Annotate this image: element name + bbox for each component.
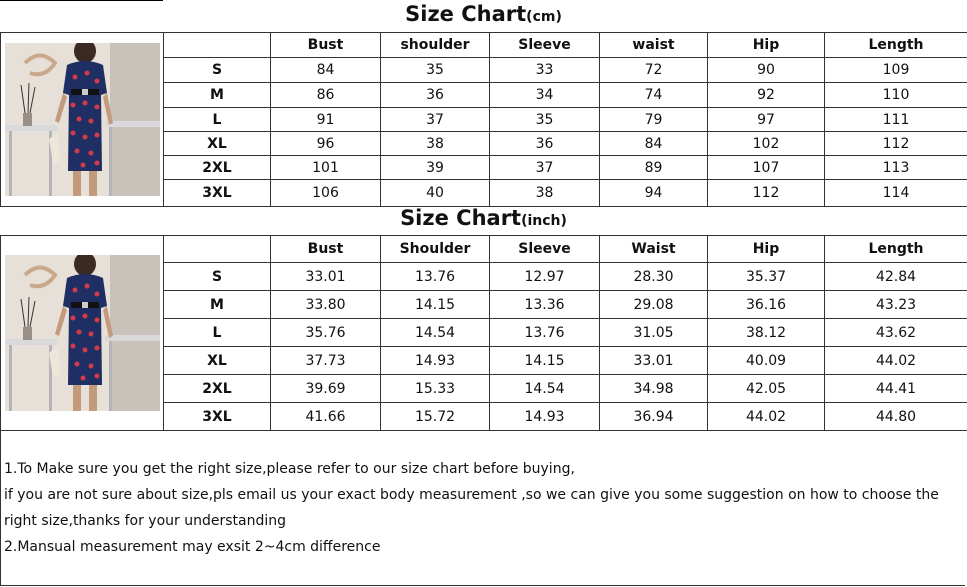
cell-shoulder: 14.54 (381, 319, 490, 347)
cell-length: 44.02 (825, 347, 967, 375)
cell-waist: 79 (600, 108, 708, 132)
header-shoulder: shoulder (381, 33, 490, 58)
size-label: 3XL (164, 180, 271, 207)
cell-waist: 31.05 (600, 319, 708, 347)
size-label: 2XL (164, 156, 271, 180)
cell-shoulder: 35 (381, 58, 490, 83)
dress-model-image (5, 255, 160, 411)
chart-title: Size Chart (405, 2, 527, 26)
cell-hip: 42.05 (708, 375, 825, 403)
cell-bust: 96 (271, 132, 381, 156)
cell-bust: 86 (271, 83, 381, 108)
cell-sleeve: 13.76 (490, 319, 600, 347)
cell-hip: 107 (708, 156, 825, 180)
cell-length: 42.84 (825, 263, 967, 291)
size-label: M (164, 83, 271, 108)
size-chart-inch (0, 235, 967, 431)
cell-hip: 90 (708, 58, 825, 83)
cell-waist: 89 (600, 156, 708, 180)
cell-shoulder: 14.93 (381, 347, 490, 375)
cell-hip: 40.09 (708, 347, 825, 375)
header-sleeve: Sleeve (490, 236, 600, 263)
cell-length: 43.62 (825, 319, 967, 347)
size-label: XL (164, 347, 271, 375)
cell-hip: 102 (708, 132, 825, 156)
chart-unit: (inch) (521, 213, 567, 229)
cell-sleeve: 35 (490, 108, 600, 132)
header-bust: Bust (271, 236, 381, 263)
cell-sleeve: 37 (490, 156, 600, 180)
header-length: Length (825, 236, 967, 263)
top-rule (0, 0, 163, 1)
cell-waist: 72 (600, 58, 708, 83)
cell-waist: 28.30 (600, 263, 708, 291)
header-row (1, 236, 967, 263)
cell-bust: 91 (271, 108, 381, 132)
cell-bust: 101 (271, 156, 381, 180)
cell-length: 43.23 (825, 291, 967, 319)
size-label: L (164, 108, 271, 132)
header-shoulder: Shoulder (381, 236, 490, 263)
header-length: Length (825, 33, 967, 58)
cell-shoulder: 15.33 (381, 375, 490, 403)
size-notes (0, 430, 965, 586)
cell-bust: 37.73 (271, 347, 381, 375)
cell-bust: 39.69 (271, 375, 381, 403)
cell-waist: 94 (600, 180, 708, 207)
size-label: L (164, 319, 271, 347)
header-hip: Hip (708, 33, 825, 58)
cell-shoulder: 13.76 (381, 263, 490, 291)
size-label: 2XL (164, 375, 271, 403)
cell-shoulder: 15.72 (381, 403, 490, 431)
cell-waist: 74 (600, 83, 708, 108)
cell-hip: 97 (708, 108, 825, 132)
cell-waist: 84 (600, 132, 708, 156)
cell-length: 114 (825, 180, 967, 207)
cell-shoulder: 14.15 (381, 291, 490, 319)
cell-hip: 112 (708, 180, 825, 207)
cell-bust: 84 (271, 58, 381, 83)
cell-sleeve: 14.93 (490, 403, 600, 431)
cell-hip: 38.12 (708, 319, 825, 347)
cell-waist: 34.98 (600, 375, 708, 403)
cell-hip: 35.37 (708, 263, 825, 291)
cell-length: 112 (825, 132, 967, 156)
cell-length: 111 (825, 108, 967, 132)
cell-bust: 35.76 (271, 319, 381, 347)
cell-hip: 92 (708, 83, 825, 108)
chart-unit: (cm) (526, 9, 562, 25)
cell-sleeve: 13.36 (490, 291, 600, 319)
product-photo-cm (1, 33, 164, 207)
cell-length: 44.41 (825, 375, 967, 403)
cell-sleeve: 12.97 (490, 263, 600, 291)
cell-sleeve: 33 (490, 58, 600, 83)
cell-bust: 106 (271, 180, 381, 207)
header-blank (164, 33, 271, 58)
cell-bust: 33.80 (271, 291, 381, 319)
cell-shoulder: 37 (381, 108, 490, 132)
cell-sleeve: 14.54 (490, 375, 600, 403)
cell-sleeve: 36 (490, 132, 600, 156)
chart-title: Size Chart (400, 206, 522, 230)
cell-length: 44.80 (825, 403, 967, 431)
note-line-2: if you are not sure about size,pls email us your exact body measurement ,so we can give you some suggestion on how to choose the right size,thanks for your understanding (4, 487, 939, 529)
size-label: XL (164, 132, 271, 156)
size-label: S (164, 58, 271, 83)
cell-length: 113 (825, 156, 967, 180)
header-waist: Waist (600, 236, 708, 263)
header-sleeve: Sleeve (490, 33, 600, 58)
cell-waist: 36.94 (600, 403, 708, 431)
cell-sleeve: 14.15 (490, 347, 600, 375)
cell-hip: 36.16 (708, 291, 825, 319)
cell-sleeve: 34 (490, 83, 600, 108)
product-photo-inch (1, 236, 164, 431)
cell-sleeve: 38 (490, 180, 600, 207)
note-line-1: 1.To Make sure you get the right size,please refer to our size chart before buying, (4, 461, 575, 477)
note-line-3: 2.Mansual measurement may exsit 2~4cm difference (4, 539, 381, 555)
header-bust: Bust (271, 33, 381, 58)
cell-shoulder: 38 (381, 132, 490, 156)
size-chart-cm-title (0, 2, 967, 26)
size-chart-inch-title (0, 206, 967, 230)
size-chart-cm (0, 32, 967, 207)
size-label: 3XL (164, 403, 271, 431)
header-waist: waist (600, 33, 708, 58)
header-hip: Hip (708, 236, 825, 263)
header-row (1, 33, 967, 58)
size-label: M (164, 291, 271, 319)
cell-bust: 33.01 (271, 263, 381, 291)
cell-shoulder: 40 (381, 180, 490, 207)
cell-length: 110 (825, 83, 967, 108)
cell-shoulder: 36 (381, 83, 490, 108)
dress-model-image (5, 43, 160, 196)
header-blank (164, 236, 271, 263)
cell-waist: 33.01 (600, 347, 708, 375)
cell-shoulder: 39 (381, 156, 490, 180)
cell-hip: 44.02 (708, 403, 825, 431)
size-label: S (164, 263, 271, 291)
cell-length: 109 (825, 58, 967, 83)
cell-bust: 41.66 (271, 403, 381, 431)
cell-waist: 29.08 (600, 291, 708, 319)
